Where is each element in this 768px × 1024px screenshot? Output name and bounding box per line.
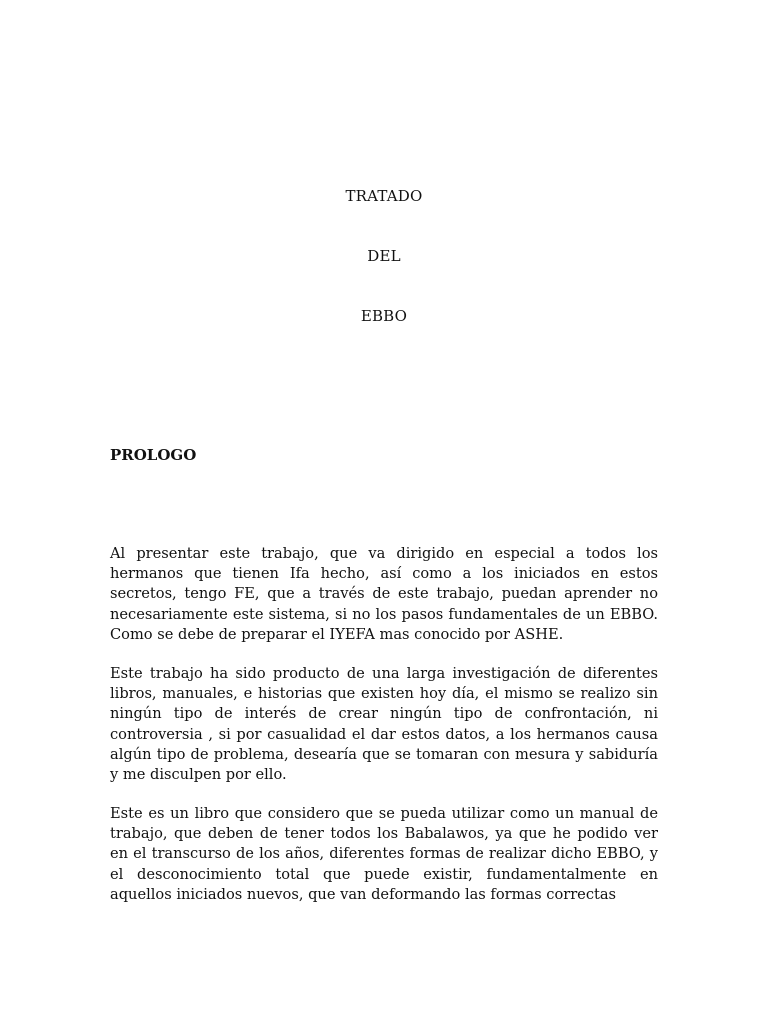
title-line-1: TRATADO <box>345 187 423 205</box>
section-heading: PROLOGO <box>110 446 197 464</box>
paragraph-2: Este trabajo ha sido producto de una larga investigación de diferentes libros, manuales, e historias que existen hoy día, el mismo se realizo sin ningún tipo de interés de crear ningún tipo de confrontación, ni controversia , si por casualidad el dar estos datos, a los hermanos causa algún tipo de problema, desearía que se tomaran con mesura y sabiduría y me disculpen por ello. <box>110 665 658 784</box>
title-line-3: EBBO <box>360 307 408 325</box>
paragraph-3: Este es un libro que considero que se pueda utilizar como un manual de trabajo, que deben de tener todos los Babalawos, ya que he podido ver en el transcurso de los años, diferentes formas de realizar dicho EBBO, y el desconocimiento total que puede existir, fundamentalmente en aquellos iniciados nuevos, que van deformando las formas correctas <box>110 805 658 903</box>
title-line-2: DEL <box>367 247 401 265</box>
paragraph-1: Al presentar este trabajo, que va dirigido en especial a todos los hermanos que tienen Ifa hecho, así como a los iniciados en estos secretos, tengo FE, que a través de este trabajo, puedan aprender no necesariamente este sistema, si no los pasos fundamentales de un EBBO. Como se debe de preparar el IYEFA mas conocido por ASHE. <box>110 545 658 643</box>
